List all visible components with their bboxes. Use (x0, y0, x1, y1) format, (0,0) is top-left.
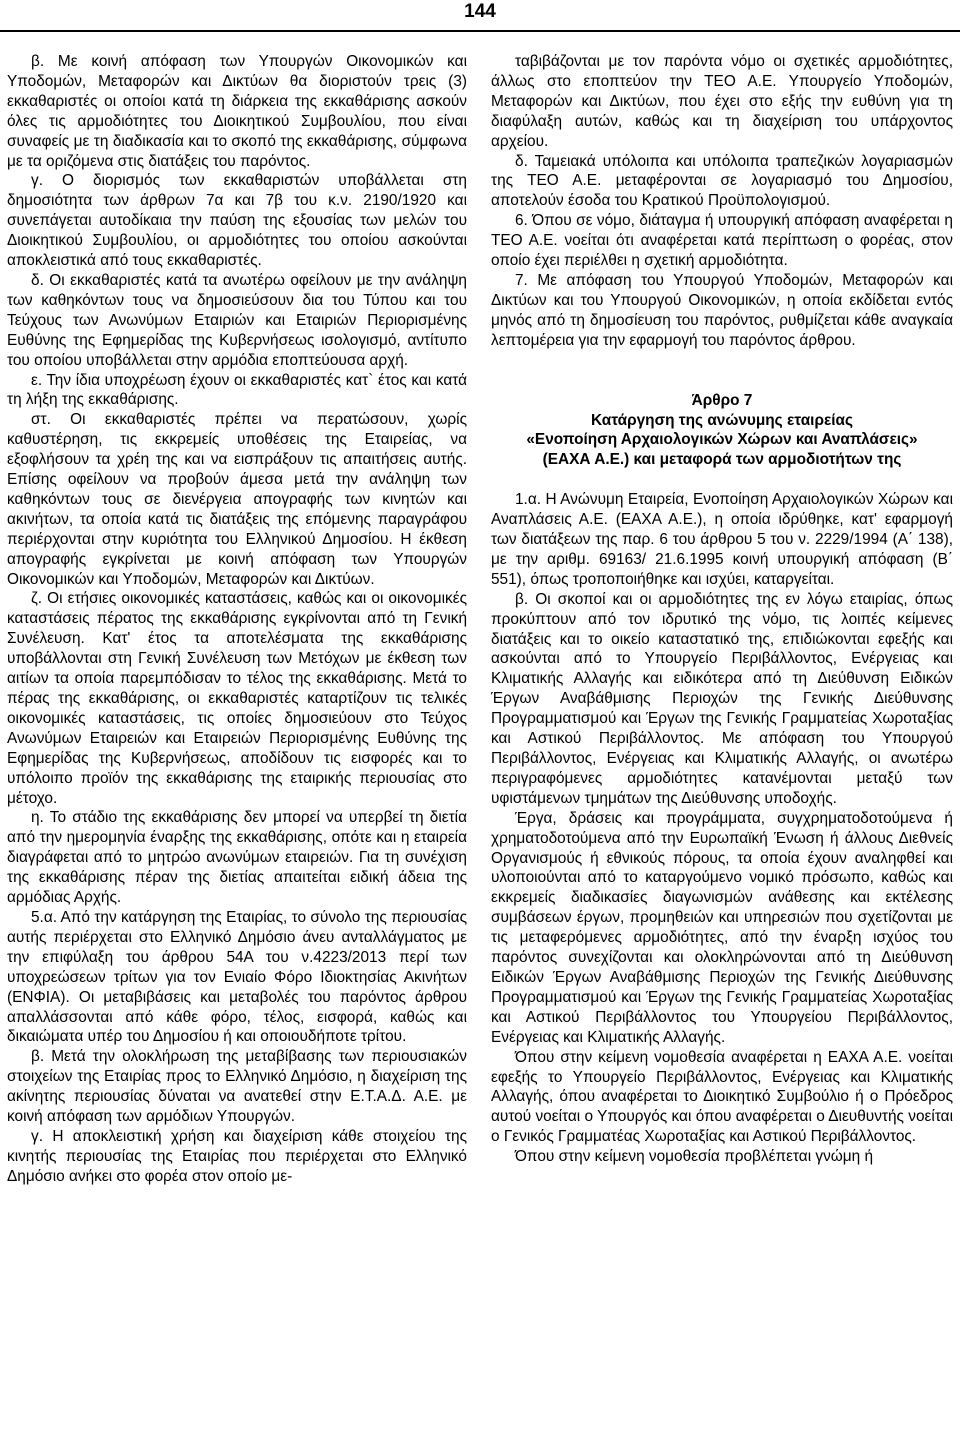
paragraph: 6. Όπου σε νόμο, διάταγμα ή υπουργική απόφαση αναφέρεται η ΤΕΟ Α.Ε. νοείται ότι αναφέρεται κατά περίπτωση ο φορέας, στον οποίο έχει περιέλθει η σχετική αρμοδιότητα. (491, 212, 953, 270)
paragraph: η. Το στάδιο της εκκαθάρισης δεν μπορεί να υπερβεί τη διετία από την ημερομηνία έναρξης της εκκαθάρισης, οπότε και η εταιρεία διαγράφεται από το μητρώο ανωνύμων εταιρειών. Για τη συνέχιση της εκκαθάρισης πέραν της διετίας απαιτείται ειδική άδεια της αρμόδιας Αρχής. (7, 809, 467, 907)
paragraph: στ. Οι εκκαθαριστές πρέπει να περατώσουν, χωρίς καθυστέρηση, τις εκκρεμείς υποθέσεις της Εταιρείας, να εξοφλήσουν τα χρέη της και να εισπράξουν τις απαιτήσεις αυτής. Επίσης οφείλουν να προβούν άμεσα μετά την ανάληψη των καθηκόντων τους σε διενέργεια απογραφής των κινητών και ακινήτων, τα οποία κατά τις διατάξεις της επόμενης παραγράφου περιέρχονται στην κυριότητα του Ελληνικού Δημοσίου. Η έκθεση απογραφής εγκρίνεται με κοινή απόφαση των Υπουργών Οικονομικών και Υποδομών, Μεταφορών και Δικτύων. (7, 411, 467, 588)
paragraph: ταβιβάζονται με τον παρόντα νόμο οι σχετικές αρμοδιότητες, άλλως στο εποπτεύον την ΤΕΟ Α.Ε. Υπουργείο Υποδομών, Μεταφορών και Δικτύων, που έχει στο εξής την ευθύνη για τη διαφύλαξη αυτών, καθώς και τη διαχείριση του υπάρχοντος αρχείου. (491, 53, 953, 150)
paragraph: Όπου στην κείμενη νομοθεσία αναφέρεται η ΕΑΧΑ Α.Ε. νοείται εφεξής το Υπουργείο Περιβάλλοντος, Ενέργειας και Κλιματικής Αλλαγής, όπου αναφέρεται το Διοικητικό Συμβούλιο ή ο Πρόεδρος αυτού νοείται ο Υπουργός και όπου αναφέρεται ο Διευθυντής νοείται ο Γενικός Γραμματέας Χωροταξίας και Αστικού Περιβάλλοντος. (491, 1048, 953, 1146)
paragraph: 7. Με απόφαση του Υπουργού Υποδομών, Μεταφορών και Δικτύων και του Υπουργού Οικονομικών, η οποία εκδίδεται εντός μηνός από τη δημοσίευση του παρόντος, ρυθμίζεται κάθε αναγκαία λεπτομέρεια για την εφαρμογή του παρόντος άρθρου. (491, 271, 953, 349)
paragraph: Όπου στην κείμενη νομοθεσία προβλέπεται γνώμη ή (515, 1148, 874, 1166)
paragraph: ζ. Οι ετήσιες οικονομικές καταστάσεις, καθώς και οι οικονομικές καταστάσεις πέρατος της εκκαθάρισης εγκρίνονται από τη Γενική Συνέλευση. Κατ' έτος τα αποτελέσματα της εκκαθάρισης υποβάλλονται στη Γενική Συνέλευση των Μετόχων με έκθεση των αιτίων τα οποία παρεμπόδισαν το τέλος της εκκαθάρισης. Μετά το πέρας της εκκαθάρισης, οι εκκαθαριστές καταρτίζουν τις τελικές οικονομικές καταστάσεις, τις οποίες δημοσιεύουν στο Τεύχος Ανωνύμων Εταιρειών και Εταιρειών Περιορισμένης Ευθύνης της Εφημερίδας της Κυβερνήσεως, αποδίδουν τις εισφορές και το υπόλοιπο προϊόν της εκκαθάρισης της εταιρικής περιουσίας στο μέτοχο. (7, 590, 467, 807)
paragraph: ε. Την ίδια υποχρέωση έχουν οι εκκαθαριστές κατ` έτος και κατά τη λήξη της εκκαθάρισης. (7, 371, 467, 409)
left-column (7, 52, 467, 1187)
article-title-line: «Ενοποίηση Αρχαιολογικών Χώρων και Αναπλάσεις» (526, 431, 918, 449)
article-title-line: Κατάργηση της ανώνυμης εταιρείας (590, 411, 854, 429)
paragraph: β. Οι σκοποί και οι αρμοδιότητες της εν λόγω εταιρίας, όπως προκύπτουν από τον ιδρυτικό της νόμο, τις λοιπές κείμενες διατάξεις και το οικείο καταστατικό της, επιδιώκονται εφεξής και ασκούνται από το Υπουργείο Περιβάλλοντος, Ενέργειας και Κλιματικής Αλλαγής και ειδικότερα από τη Διεύθυνση Ειδικών Έργων Αναβάθμισης Περιοχών της Γενικής Διεύθυνσης Προγραμματισμού και Έργων της Γενικής Γραμματείας Χωροταξίας και Αστικού Περιβάλλοντος. Με απόφαση του Υπουργού Περιβάλλοντος, Ενέργειας και Κλιματικής Αλλαγής, οι ανωτέρω περιγραφόμενες αρμοδιότητες κατανέμονται μεταξύ των υφιστάμενων τμημάτων της Διεύθυνσης υποδοχής. (491, 590, 953, 807)
paragraph: γ. Η αποκλειστική χρήση και διαχείριση κάθε στοιχείου της κινητής περιουσίας της Εταιρίας που περιέρχεται στο Ελληνικό Δημόσιο ανήκει στο φορέα στον οποίο με- (7, 1127, 467, 1185)
page-number: 144 (464, 1, 496, 22)
header-rule (0, 30, 960, 32)
paragraph: 5.α. Από την κατάργηση της Εταιρίας, το σύνολο της περιουσίας αυτής περιέρχεται στο Ελληνικό Δημόσιο άνευ ανταλλάγματος με την επιφύλαξη του άρθρου 54Α του ν.4223/2013 περί των υποχρεώσεων τρίτων για τον Ενιαίο Φόρο Ιδιοκτησίας Ακινήτων (ΕΝΦΙΑ). Οι μεταβιβάσεις και μεταβολές του παρόντος άρθρου απαλλάσσονται από κάθε φόρο, τέλος, εισφορά, καθώς και δικαιώματα υπέρ του Δημοσίου ή και οποιουδήποτε τρίτου. (7, 908, 467, 1046)
article-heading (491, 391, 953, 471)
right-column (491, 52, 953, 1167)
paragraph: β. Μετά την ολοκλήρωση της μεταβίβασης των περιουσιακών στοιχείων της Εταιρίας προς το Ελληνικό Δημόσιο, η διαχείριση της ακίνητης περιουσίας δύναται να ανατεθεί στην Ε.Τ.Α.Δ. Α.Ε. με κοινή απόφαση των αρμόδιων Υπουργών. (7, 1048, 467, 1126)
paragraph: δ. Οι εκκαθαριστές κατά τα ανωτέρω οφείλουν με την ανάληψη των καθηκόντων τους να δημοσιεύσουν δια του Τύπου και του Τεύχους των Ανωνύμων Εταιριών και Εταιριών Περιορισμένης Ευθύνης της Εφημερίδας της Κυβερνήσεως ισολογισμό, αντίτυπο του οποίου υποβάλλεται στην αρμόδια εποπτεύουσα αρχή. (7, 271, 467, 369)
paragraph: 1.α. Η Ανώνυμη Εταιρεία, Ενοποίηση Αρχαιολογικών Χώρων και Αναπλάσεις Α.Ε. (ΕΑΧΑ Α.Ε.), η οποία ιδρύθηκε, κατ' εφαρμογή των διατάξεων της παρ. 6 του άρθρου 5 του ν. 2229/1994 (Α΄ 138), με την αριθμ. 69163/ 21.6.1995 κοινή υπουργική απόφαση (Β΄ 551), όπως τροποποιήθηκε και ισχύει, καταργείται. (491, 491, 953, 588)
article-number: Άρθρο 7 (691, 391, 753, 409)
paragraph: γ. Ο διορισμός των εκκαθαριστών υποβάλλεται στη δημοσιότητα των άρθρων 7α και 7β του κ.ν. 2190/1920 και συνεπάγεται αυτοδίκαια την παύση της εξουσίας των μελών του Διοικητικού Συμβουλίου, οι αρμοδιότητες του οποίου ασκούνται αποκλειστικά από τους εκκαθαριστές. (7, 172, 467, 270)
paragraph: δ. Ταμειακά υπόλοιπα και υπόλοιπα τραπεζικών λογαριασμών της ΤΕΟ Α.Ε. μεταφέρονται σε λογαριασμό του Δημοσίου, αποτελούν έσοδα του Κρατικού Προϋπολογισμού. (491, 152, 953, 210)
article-title-line: (ΕΑΧΑ Α.Ε.) και μεταφορά των αρμοδιοτήτων της (542, 451, 902, 469)
paragraph: Έργα, δράσεις και προγράμματα, συγχρηματοδοτούμενα ή χρηματοδοτούμενα από την Ευρωπαϊκή Ένωση ή άλλους Διεθνείς Οργανισμούς ή εθνικούς πόρους, τα οποία έχουν αναληφθεί και υλοποιούνται από το καταργούμενο νομικό πρόσωπο, καθώς και εκκρεμείς διαδικασίες διαγωνισμών ανάθεσης και εκτέλεσης συμβάσεων έργων, προμηθειών και υπηρεσιών που σχετίζονται με τις μεταφερόμενες αρμοδιότητες, από την έναρξη ισχύος του παρόντος συνεχίζονται και ολοκληρώνονται από τη Διεύθυνση Ειδικών Έργων Αναβάθμισης Περιοχών της Γενικής Διεύθυνσης Προγραμματισμού και Έργων της Γενικής Γραμματείας Χωροταξίας και Αστικού Περιβάλλοντος του Υπουργείου Περιβάλλοντος, Ενέργειας και Κλιματικής Αλλαγής. (491, 809, 953, 1046)
paragraph: β. Με κοινή απόφαση των Υπουργών Οικονομικών και Υποδομών, Μεταφορών και Δικτύων θα διοριστούν τρεις (3) εκκαθαριστές οι οποίοι κατά τη διάρκεια της εκκαθάρισης ασκούν όλες τις αρμοδιότητες του Διοικητικού Συμβουλίου, που είναι συναφείς με τη διαδικασία και το σκοπό της εκκαθάρισης, σύμφωνα με τα οριζόμενα στις διατάξεις του παρόντος. (7, 53, 467, 170)
